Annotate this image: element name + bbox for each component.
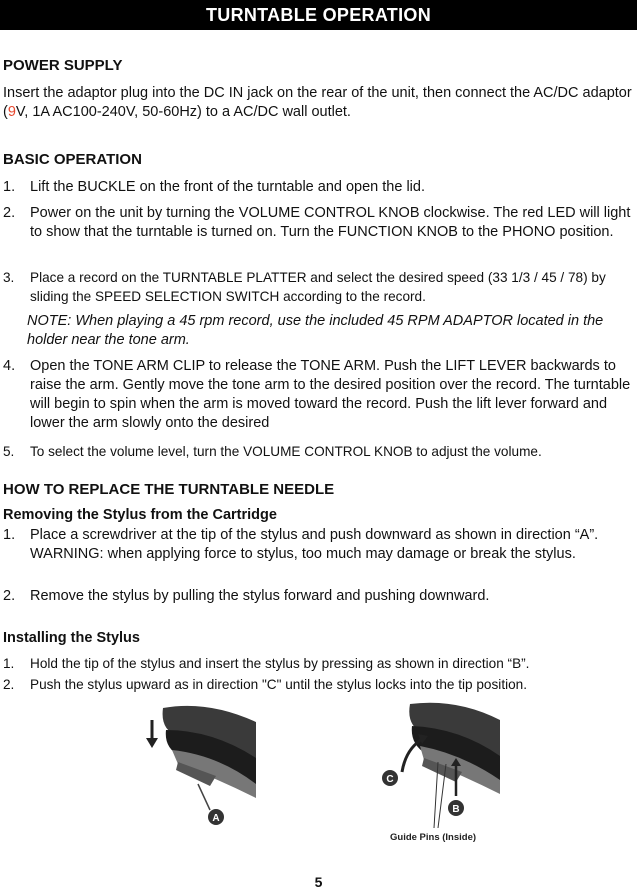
guide-pins-caption: Guide Pins (Inside) [390,832,477,843]
removing-subheading: Removing the Stylus from the Cartridge [3,507,277,523]
list-item: 2. Power on the unit by turning the VOLUME CONTROL KNOB clockwise. The red LED will light to show that the turntable is turned on. Turn the FUNCTION KNOB to the PHONO position. [3,205,631,240]
basic-operation-heading: BASIC OPERATION [3,151,142,168]
voltage-highlight: 9 [7,104,16,120]
svg-text:B: B [452,804,460,815]
stylus-install-illustration [372,696,502,844]
note-text: NOTE: When playing a 45 rpm record, use the included 45 RPM ADAPTOR located in the holder near the tone arm. [27,313,604,348]
installing-subheading: Installing the Stylus [3,630,140,646]
svg-text:C: C [386,774,394,785]
list-item: 1. Place a screwdriver at the tip of the stylus and push downward as shown in direction “A”. WARNING: when applying force to stylus, too much may damage or break the stylus. [3,527,599,562]
needle-heading: HOW TO REPLACE THE TURNTABLE NEEDLE [3,481,335,498]
list-item: 1. Hold the tip of the stylus and insert the stylus by pressing as shown in direction “B”. [3,656,530,671]
power-supply-text: Insert the adaptor plug into the DC IN jack on the rear of the unit, then connect the AC/DC adaptor (9V, 1A AC100-240V, 50-60Hz) to a AC/DC wall outlet. [3,85,632,120]
power-supply-heading: POWER SUPPLY [3,57,123,74]
stylus-removal-illustration [138,700,258,828]
page-title: TURNTABLE OPERATION [0,0,637,30]
svg-text:A: A [212,813,220,824]
list-item: 3. Place a record on the TURNTABLE PLATTER and select the desired speed (33 1/3 / 45 / 78) by sliding the SPEED SELECTION SWITCH according to the record. [3,270,606,304]
list-item: 2. Remove the stylus by pulling the stylus forward and pushing downward. [3,588,490,604]
list-item: 4. Open the TONE ARM CLIP to release the TONE ARM. Push the LIFT LEVER backwards to raise the arm. Gently move the tone arm to the desired position over the record. The turntable will begin to spin when the arm is moved toward the record. Push the lift lever forward and lower the arm slowly onto the desired [3,358,631,431]
list-item: 2. Push the stylus upward as in direction "C" until the stylus locks into the tip position. [3,677,528,692]
page-number: 5 [314,874,323,890]
list-item: 5. To select the volume level, turn the VOLUME CONTROL KNOB to adjust the volume. [3,444,542,459]
list-item: 1. Lift the BUCKLE on the front of the turntable and open the lid. [3,179,425,195]
